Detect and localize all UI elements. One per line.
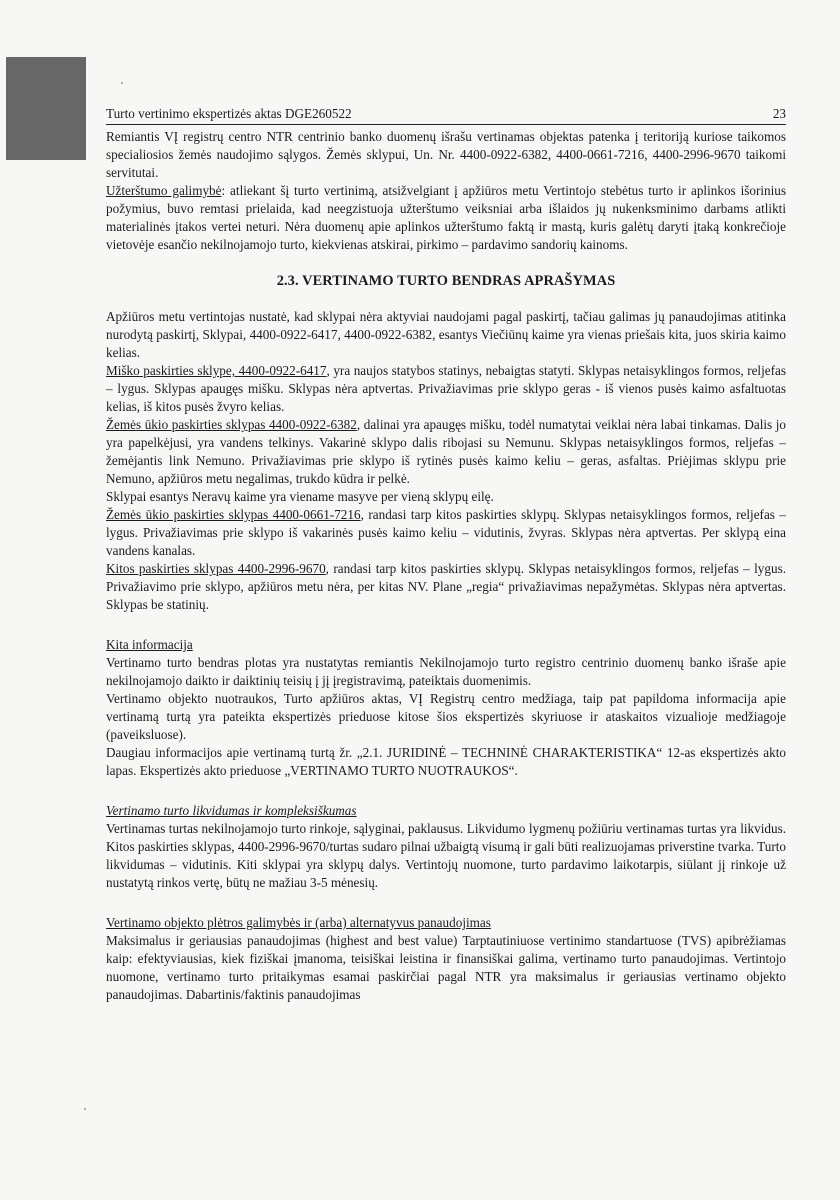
section-title: 2.3. VERTINAMO TURTO BENDRAS APRAŠYMAS — [276, 273, 616, 289]
document-title: Turto vertinimo ekspertizės aktas DGE260522 — [106, 106, 352, 121]
contamination-text: : atliekant šį turto vertinimą, atsižvelgiant į apžiūros metu Vertintojo stebėtus turto ir aplinkos išorinius požymius, buvo remtasi prielaida, kad neegzistuoja užterštumo veiksniai arba išlaidos jų nukenksminimo darbams atlikti materialinės įtakos vertei neturi. Nėra duomenų apie aplinkos užterštumo faktą ir mastą, kuris galėtų daryti įtaką konkrečioje vietovėje esančio nekilnojamojo turto, kiekvienas atskirai, pirkimo – pardavimo sandorių kainoms. — [106, 183, 786, 252]
paragraph-kita-3: Daugiau informacijos apie vertinamą turtą žr. „2.1. JURIDINĖ – TECHNINĖ CHARAKTERISTIKA“ 12-as ekspertizės akto lapas. Ekspertizės akto prieduose „VERTINAMO TURTO NUOTRAUKOS“. — [106, 745, 786, 778]
plot-other-text: , randasi tarp kitos paskirties sklypų. Sklypas netaisyklingos formos, reljefas – lygus. Privažiavimo prie sklypo, apžiūros metu nėra, per kitas NV. Plane „regia“ privažiavimas nepažymėtas. Sklypas nėra aptvertas. Sklypas be statinių. — [106, 561, 787, 612]
document-page — [106, 105, 786, 1004]
likvidumas-heading: Vertinamo turto likvidumas ir kompleksiškumas — [106, 803, 357, 818]
paragraph-inspection: Apžiūros metu vertintojas nustatė, kad sklypai nėra aktyviai naudojami pagal paskirtį, tačiau galimas jų panaudojimas atitinka nurodytą paskirtį, Sklypai, 4400-0922-6417, 4400-0922-6382, esantys Viečiūnų kaime yra vienas priešais kita, juos skiria kaimo kelias. — [106, 309, 786, 360]
scan-speck — [121, 82, 123, 84]
plot-agri-2-text: , randasi tarp kitos paskirties sklypų. Sklypas netaisyklingos formos, reljefas – lygus. Privažiavimas prie sklypo iš vakarinės pusės kaimo keliu – vidutinis, žvyras. Sklypas nėra aptvertas. Per sklypą eina vandens kanalas. — [106, 507, 787, 558]
plot-other-label: Kitos paskirties sklypas 4400-2996-9670 — [106, 561, 326, 576]
paragraph-registry: Remiantis VĮ registrų centro NTR centrinio banko duomenų išrašu vertinamas objektas patenka į teritoriją kuriose taikomos specialiosios žemės naudojimo sąlygos. Žemės sklypui, Un. Nr. 4400-0922-6382, 4400-0661-7216, 4400-2996-9670 taikomi servitutai. — [106, 129, 786, 180]
plot-forest-text: , yra naujos statybos statinys, nebaigtas statyti. Sklypas netaisyklingos formos, reljefas – lygus. Sklypas apaugęs mišku. Sklypas nėra aptvertas. Privažiavimas prie sklypo geras - iš vienos pusės kaimo asfaltuotas kelias, iš kitos pusės žvyro kelias. — [106, 363, 786, 414]
plot-forest-label: Miško paskirties sklype, 4400-0922-6417 — [106, 363, 327, 378]
paragraph-pletros: Maksimalus ir geriausias panaudojimas (highest and best value) Tarptautiniuose vertinimo standartuose (TVS) apibrėžiamas kaip: efektyviausias, kiek fiziškai įmanoma, teisiškai leistina ir finansiškai galima, vertinamo turto panaudojimas. Vertintojo nuomone, vertinamo turto pritaikymas esamai paskirčiai pagal NTR yra maksimalus ir geriausias vertinamo objekto panaudojimas. Dabartinis/faktinis panaudojimas — [106, 933, 786, 1002]
paragraph-likvidumas: Vertinamas turtas nekilnojamojo turto rinkoje, sąlyginai, paklausus. Likvidumo lygmenų požiūriu vertinamas turtas yra likvidus. Kitos paskirties sklypas, 4400-2996-9670/turtas sudaro pilnai užbaigtą visumą ir gali būti realizuojamas priverstine tvarka. Turto likvidumas – vidutinis. Kiti sklypai yra sklypų dalys. Vertintojų nuomone, turto pardavimo laikotarpis, siūlant jį rinkoje už nustatytą rinkos vertę, būtų ne mažiau 3-5 mėnesių. — [106, 821, 786, 890]
plot-agri-1-text: , dalinai yra apaugęs mišku, todėl numatytai veiklai nėra labai tinkamas. Dalis jo yra papelkėjusi, yra vandens telkinys. Vakarinė sklypo dalis ribojasi su Nemunu. Sklypas netaisyklingos formos, reljefas – žemėjantis link Nemuno. Privažiavimas prie sklypo iš rytinės pusės kaimo keliu – geras, asfaltas. Priėjimas sklypu prie Nemuno, apžiūros metu negalimas, trukdo kūdra ir pelkė. — [106, 417, 786, 486]
paragraph-plot-agri-1 — [106, 416, 786, 488]
scan-speck — [84, 1108, 86, 1110]
paragraph-plot-forest — [106, 362, 786, 416]
paragraph-contamination — [106, 182, 786, 254]
contamination-label: Užterštumo galimybė — [106, 183, 222, 198]
pletros-heading: Vertinamo objekto plėtros galimybės ir (arba) alternatyvus panaudojimas — [106, 915, 491, 930]
paragraph-plot-agri-2 — [106, 506, 786, 560]
plot-agri-2-label: Žemės ūkio paskirties sklypas 4400-0661-7216 — [106, 507, 361, 522]
scan-artifact — [6, 57, 86, 160]
plot-agri-1-label: Žemės ūkio paskirties sklypas 4400-0922-6382 — [106, 417, 357, 432]
paragraph-kita-1: Vertinamo turto bendras plotas yra nustatytas remiantis Nekilnojamojo turto registro centrinio duomenų banko išraše apie nekilnojamojo daikto ir daiktinių teisių į jį įregistravimą, pateiktais duomenimis. — [106, 655, 786, 688]
paragraph-plot-other — [106, 560, 786, 614]
page-header — [106, 105, 786, 125]
paragraph-kita-2: Vertinamo objekto nuotraukos, Turto apžiūros aktas, VĮ Registrų centro medžiaga, taip pat papildoma informacija apie vertinamą turtą yra pateikta ekspertizės prieduose kitose šios ekspertizės skyriuose ir ataskaitos vizualioje medžiagoje (paveiksluose). — [106, 691, 786, 742]
kita-heading: Kita informacija — [106, 637, 193, 652]
page-number: 23 — [772, 106, 786, 121]
paragraph-neravu: Sklypai esantys Neravų kaime yra viename masyve per vieną sklypų eilę. — [106, 489, 494, 504]
